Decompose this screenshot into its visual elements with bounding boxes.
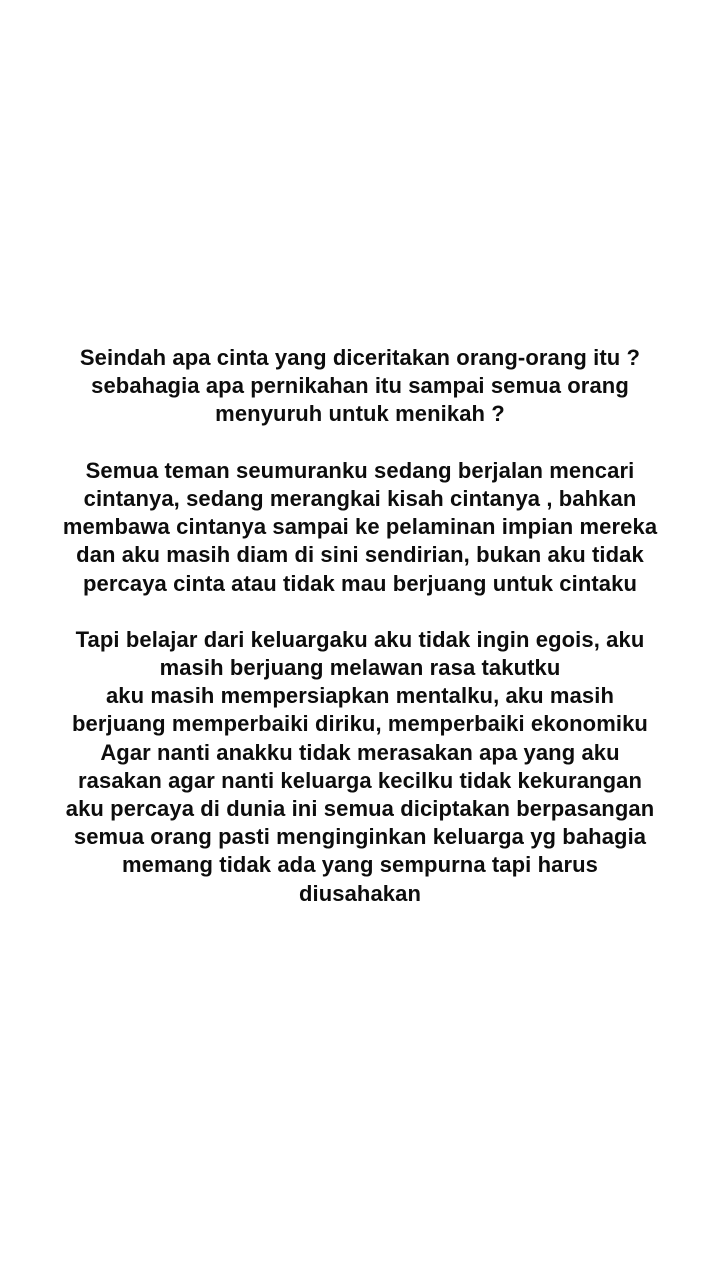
- text-line: rasakan agar nanti keluarga kecilku tidak kekurangan: [77, 767, 642, 793]
- text-line: sebahagia apa pernikahan itu sampai semua orang: [91, 373, 629, 399]
- paragraph-3: [40, 626, 680, 908]
- text-line: Tapi belajar dari keluargaku aku tidak ingin egois, aku: [75, 626, 645, 652]
- text-line: memang tidak ada yang sempurna tapi harus: [121, 852, 598, 878]
- text-line: aku masih mempersiapkan mentalku, aku masih: [105, 683, 615, 709]
- paragraph-1: [40, 344, 680, 429]
- paragraph-2: [40, 457, 680, 598]
- paragraph-gap: [40, 429, 680, 457]
- text-line: dan aku masih diam di sini sendirian, bukan aku tidak: [76, 542, 644, 568]
- paragraph-gap: [40, 598, 680, 626]
- text-line: Agar nanti anakku tidak merasakan apa yang aku: [100, 739, 620, 765]
- text-line: cintanya, sedang merangkai kisah cintanya , bahkan: [83, 485, 637, 511]
- text-line: aku percaya di dunia ini semua diciptakan berpasangan: [65, 796, 655, 821]
- text-line: Seindah apa cinta yang diceritakan orang-orang itu ?: [79, 345, 641, 370]
- text-line: Semua teman seumuranku sedang berjalan mencari: [85, 457, 635, 483]
- story-text: [0, 344, 720, 908]
- text-line: semua orang pasti menginginkan keluarga yg bahagia: [73, 824, 647, 850]
- text-line: membawa cintanya sampai ke pelaminan impian mereka: [62, 514, 658, 540]
- text-line: masih berjuang melawan rasa takutku: [159, 655, 561, 681]
- text-line: diusahakan: [298, 880, 422, 906]
- text-line: menyuruh untuk menikah ?: [215, 401, 505, 427]
- text-line: percaya cinta atau tidak mau berjuang untuk cintaku: [82, 570, 638, 596]
- text-line: berjuang memperbaiki diriku, memperbaiki ekonomiku: [72, 711, 648, 737]
